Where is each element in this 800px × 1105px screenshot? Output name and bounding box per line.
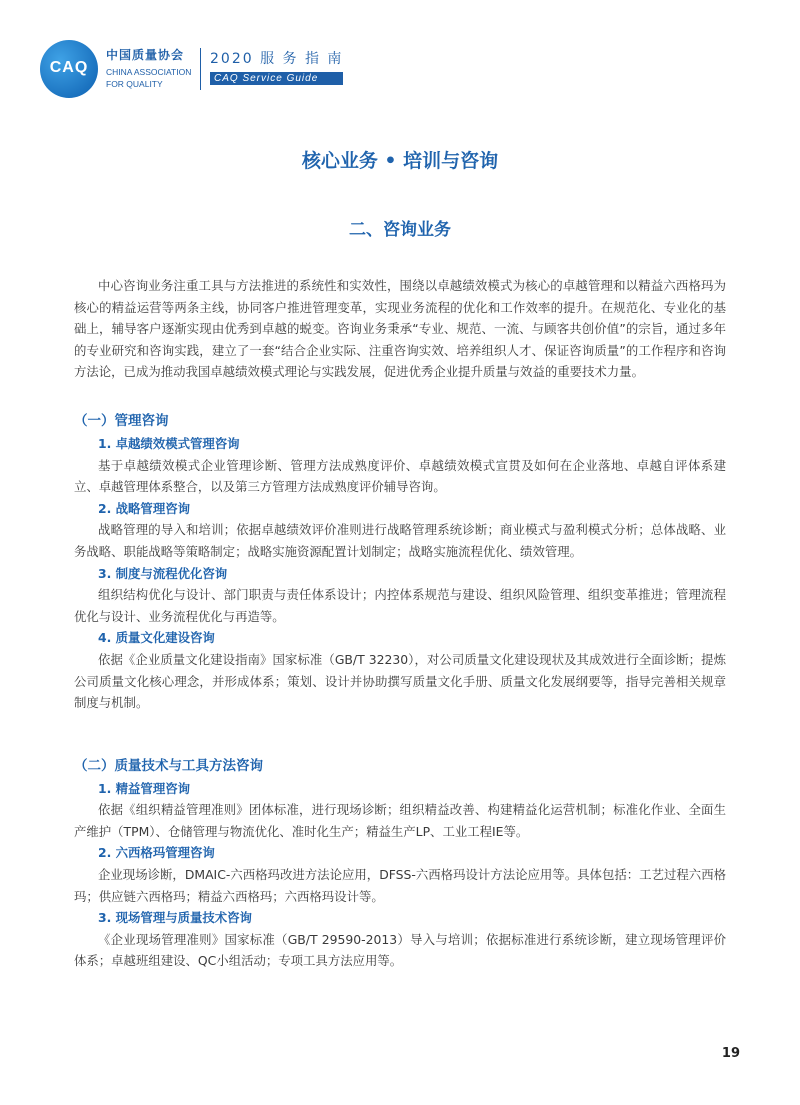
item-text: 依据《组织精益管理准则》团体标准，进行现场诊断；组织精益改善、构建精益化运营机制；标准化作业、全面生产维护（TPM）、仓储管理与物流优化、准时化生产；精益生产LP、工业工程IE等。 xyxy=(74,802,726,839)
item-title: 3. 制度与流程优化咨询 xyxy=(98,565,228,581)
guide-block xyxy=(210,48,343,85)
section-quality-tech xyxy=(74,754,726,972)
intro-paragraph: 中心咨询业务注重工具与方法推进的系统性和实效性，围绕以卓越绩效模式为核心的卓越管理和以精益六西格玛为核心的精益运营等两条主线，协同客户推进管理变革，实现业务流程的优化和工作效率的提升。在规范化、专业化的基础上，辅导客户逐渐实现由优秀到卓越的蜕变。咨询业务秉承“专业、规范、一流、与顾客共创价值”的宗旨，通过多年的专业研究和咨询实践，建立了一套“结合企业实际、注重咨询实效、培养组织人才、保证咨询质量”的工作程序和咨询方法论，已成为推动我国卓越绩效模式理论与实践发展，促进优秀企业提升质量与效益的重要技术力量。 xyxy=(74,278,726,380)
item-text: 战略管理的导入和培训；依据卓越绩效评价准则进行战略管理系统诊断；商业模式与盈利模式分析；总体战略、业务战略、职能战略等策略制定；战略实施资源配置计划制定；战略实施流程优化、绩效管理。 xyxy=(74,522,726,559)
item-title: 1. 卓越绩效模式管理咨询 xyxy=(98,435,240,451)
content xyxy=(74,275,726,972)
page-number: 19 xyxy=(721,1046,740,1061)
item-title: 2. 战略管理咨询 xyxy=(98,500,190,516)
item-text: 依据《企业质量文化建设指南》国家标准（GB/T 32230），对公司质量文化建设现状及其成效进行全面诊断；提炼公司质量文化核心理念，并形成体系；策划、设计并协助撰写质量文化手册、质量文化发展纲要等，指导完善相关规章制度与机制。 xyxy=(74,651,726,711)
section-heading: （二）质量技术与工具方法咨询 xyxy=(74,757,263,774)
logo-abbr: CAQ xyxy=(49,59,89,76)
item-text: 组织结构优化与设计、部门职责与责任体系设计；内控体系规范与建设、组织风险管理、组织变革推进；管理流程优化与设计、业务流程优化与再造等。 xyxy=(74,587,726,624)
item-title: 4. 质量文化建设咨询 xyxy=(98,630,215,646)
header xyxy=(40,40,360,100)
section-management xyxy=(74,409,726,714)
item-text: 企业现场诊断，DMAIC-六西格玛改进方法论应用，DFSS-六西格玛设计方法论应用等。具体包括：工艺过程六西格玛；供应链六西格玛；精益六西格玛；六西格玛设计等。 xyxy=(74,867,726,904)
item-text: 基于卓越绩效模式企业管理诊断、管理方法成熟度评价、卓越绩效模式宣贯及如何在企业落地、卓越自评体系建立、卓越管理体系整合，以及第三方管理方法成熟度评价辅导咨询。 xyxy=(74,457,726,495)
caq-logo xyxy=(40,40,98,98)
org-name-en-line2: FOR QUALITY xyxy=(106,79,163,89)
guide-title-en: CAQ Service Guide xyxy=(210,72,343,85)
org-name-en-line1: CHINA ASSOCIATION xyxy=(106,67,192,77)
item-text: 《企业现场管理准则》国家标准（GB/T 29590-2013）导入与培训；依据标准进行系统诊断，建立现场管理评价体系；卓越班组建设、QC小组活动；专项工具方法应用等。 xyxy=(74,931,726,969)
item-title: 1. 精益管理咨询 xyxy=(98,780,190,796)
item-title: 3. 现场管理与质量技术咨询 xyxy=(98,910,252,926)
page-title: 核心业务 • 培训与咨询 xyxy=(301,150,499,172)
header-divider xyxy=(200,48,201,90)
section-title: 二、咨询业务 xyxy=(349,220,451,240)
item-title: 2. 六西格玛管理咨询 xyxy=(98,845,215,861)
section-heading: （一）管理咨询 xyxy=(74,412,169,429)
org-name-block xyxy=(106,46,191,90)
org-name-cn: 中国质量协会 xyxy=(106,48,185,62)
spacer xyxy=(74,714,726,754)
guide-title-cn: 2020 服 务 指 南 xyxy=(210,51,344,67)
